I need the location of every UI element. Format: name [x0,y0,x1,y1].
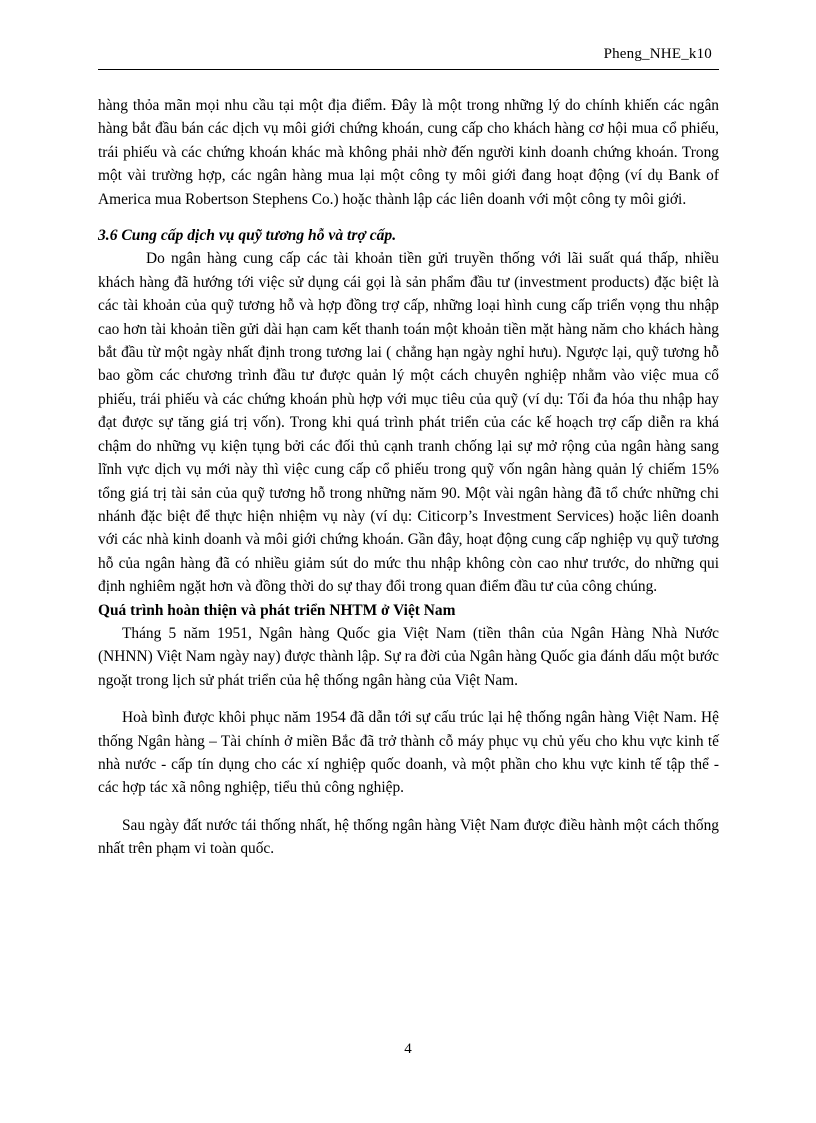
paragraph-reunification: Sau ngày đất nước tái thống nhất, hệ thống ngân hàng Việt Nam được điều hành một cách thống nhất trên phạm vi toàn quốc. [98,816,719,858]
paragraph-1954: Hoà bình được khôi phục năm 1954 đã dẫn tới sự cấu trúc lại hệ thống ngân hàng Việt Nam. Hệ thống Ngân hàng – Tài chính ở miền Bắc đã trở thành cỗ máy phục vụ chủ yếu cho khu vực kinh tế nhà nước - cấp tín dụng cho các xí nghiệp quốc doanh, và một phần cho khu vực kinh tế tập thể - các hợp tác xã nông nghiệp, tiểu thủ công nghiệp. [98,709,719,797]
page-number: 4 [404,1041,412,1057]
subheading-vietnam-banks: Quá trình hoàn thiện và phát triển NHTM ở Việt Nam [98,601,456,619]
paragraph-brokerage: hàng thỏa mãn mọi nhu cầu tại một địa điểm. Đây là một trong những lý do chính khiến các ngân hàng bắt đầu bán các dịch vụ môi giới chứng khoán, cung cấp cho khách hàng cơ hội mua cổ phiếu, trái phiếu và các chứng khoán khác mà không phải nhờ đến người kinh doanh chứng khoán. Trong một vài trường hợp, các ngân hàng mua lại một công ty môi giới đang hoạt động (ví dụ Bank of America mua Robertson Stephens Co.) hoặc thành lập các liên doanh với một công ty môi giới. [98,97,719,208]
document-body [98,94,719,861]
paragraph-mutual-funds: Do ngân hàng cung cấp các tài khoản tiền gửi truyền thống với lãi suất quá thấp, nhiều khách hàng đã hướng tới việc sử dụng cái gọi là sản phẩm đầu tư (investment products) đặc biệt là các tài khoản của quỹ tương hỗ và hợp đồng trợ cấp, những loại hình cung cấp triển vọng thu nhập cao hơn tài khoản tiền gửi dài hạn cam kết thanh toán một khoản tiền mặt hàng năm cho khách hàng bắt đầu từ một ngày nhất định trong tương lai ( chẳng hạn ngày nghỉ hưu). Ngược lại, quỹ tương hỗ bao gồm các chương trình đầu tư được quản lý một cách chuyên nghiệp nhằm vào việc mua cổ phiếu, trái phiếu và các chứng khoán phù hợp với mục tiêu của quỹ (ví dụ: Tối đa hóa thu nhập hay đạt được sự tăng giá trị vốn). Trong khi quá trình phát triển của các kế hoạch trợ cấp diễn ra khá chậm do những vụ kiện tụng bởi các đối thủ cạnh tranh chống lại sự mở rộng của ngân hàng sang lĩnh vực dịch vụ mới này thì việc cung cấp cổ phiếu trong quỹ vốn ngân hàng quản lý chiếm 15% tổng giá trị tài sản của quỹ tương hỗ trong những năm 90. Một vài ngân hàng đã tổ chức những chi nhánh đặc biệt để thực hiện nhiệm vụ này (ví dụ: Citicorp’s Investment Services) hoặc liên doanh với các nhà kinh doanh và môi giới chứng khoán. Gần đây, hoạt động cung cấp nghiệp vụ quỹ tương hỗ của ngân hàng đã có nhiều giảm sút do mức thu nhập không còn cao như trước, do những qui định nghiêm ngặt hơn và đồng thời do sự thay đổi trong quan điểm đầu tư của công chúng. [98,250,719,596]
page-header: Pheng_NHE_k10 [603,46,712,62]
section-heading-3-6: 3.6 Cung cấp dịch vụ quỹ tương hỗ và trợ cấp. [98,227,397,245]
header-rule [98,69,719,70]
paragraph-1951: Tháng 5 năm 1951, Ngân hàng Quốc gia Việt Nam (tiền thân của Ngân Hàng Nhà Nước (NHNN) Việt Nam ngày nay) được thành lập. Sự ra đời của Ngân hàng Quốc gia đánh dấu một bước ngoặt trong lịch sử phát triển của hệ thống ngân hàng của Việt Nam. [98,624,719,689]
